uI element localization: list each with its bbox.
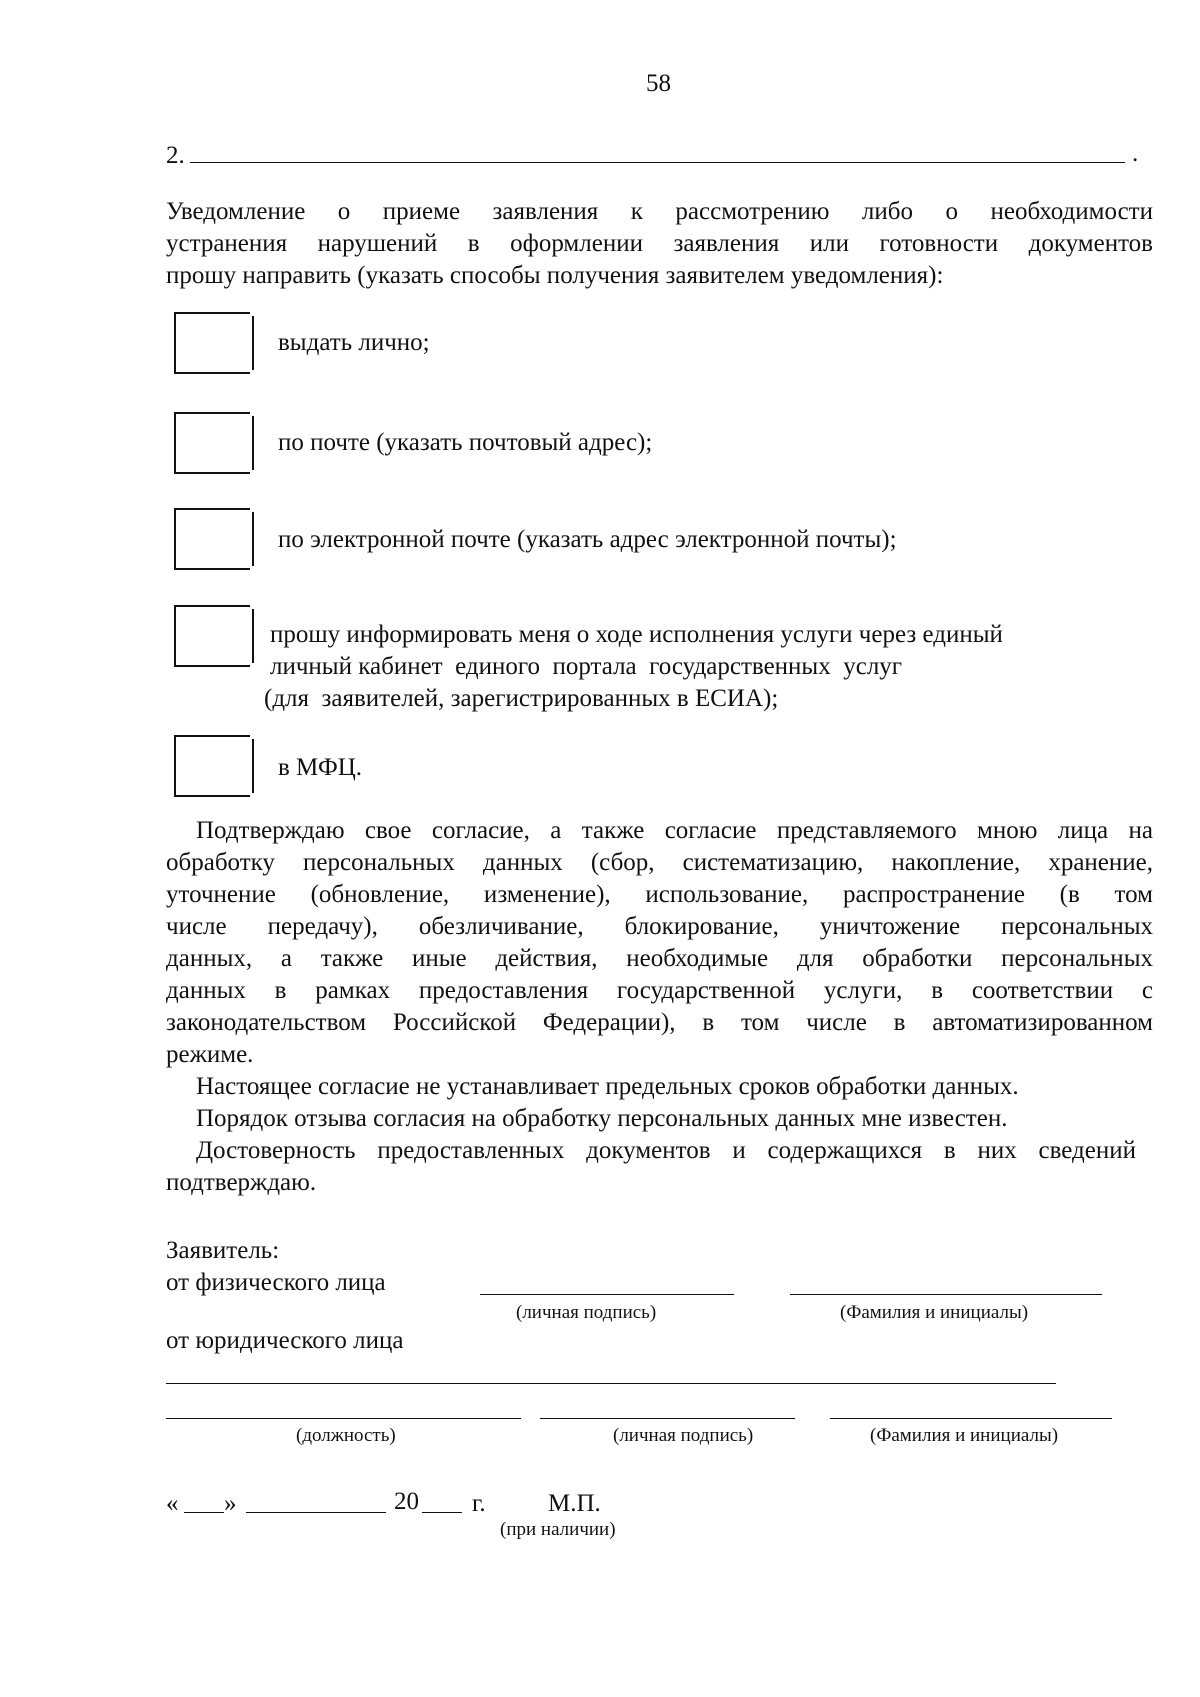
notice-line-1: Уведомление о приеме заявления к рассмотрению либо о необходимости [166,198,1153,225]
statement-authenticity: Достоверность предоставленных документов и содержащихся в них сведений [196,1137,1136,1164]
legal-name-line[interactable] [830,1418,1112,1419]
checkbox-by-mail[interactable] [174,412,250,474]
individual-signature-line[interactable] [480,1294,734,1295]
consent-line-3: уточнение (обновление, изменение), использование, распространение (в том [166,881,1153,908]
date-year-prefix: 20 [394,1488,419,1515]
consent-line-6: данных в рамках предоставления государственной услуги, в соответствии с [166,977,1153,1004]
consent-line-4: числе передачу), обезличивание, блокирование, уничтожение персональных [166,913,1153,940]
date-month-line[interactable] [246,1512,386,1513]
position-caption: (должность) [296,1425,396,1446]
applicant-label: Заявитель: [166,1237,280,1264]
consent-line-7: законодательством Российской Федерации), в том числе в автоматизированном [166,1009,1153,1036]
option-by-email-label: по электронной почте (указать адрес электронной почты); [278,526,897,553]
page-number: 58 [646,70,671,97]
date-year-suffix: г. [472,1490,486,1517]
consent-line-8: режиме. [166,1041,254,1068]
statement-confirm: подтверждаю. [166,1169,317,1196]
notice-line-3: прошу направить (указать способы получения заявителем уведомления): [166,262,944,289]
legal-entity-label: от юридического лица [166,1327,404,1354]
checkbox-personal-account[interactable] [174,605,250,667]
date-day-line[interactable] [184,1512,224,1513]
option-account-line-1: прошу информировать меня о ходе исполнения услуги через единый [270,621,1003,648]
option-account-line-3: (для заявителей, зарегистрированных в ЕСИА); [264,685,779,712]
individual-name-caption: (Фамилия и инициалы) [840,1302,1029,1323]
legal-signature-caption: (личная подпись) [613,1425,754,1446]
item-end-dot: . [1132,140,1139,167]
stamp-note: (при наличии) [500,1519,616,1540]
item-blank-line[interactable] [190,162,1125,163]
consent-line-2: обработку персональных данных (сбор, систематизацию, накопление, хранение, [166,849,1153,876]
statement-revocation: Порядок отзыва согласия на обработку персональных данных мне известен. [196,1105,1008,1132]
individual-label: от физического лица [166,1269,386,1296]
legal-signature-line[interactable] [540,1418,795,1419]
option-by-mail-label: по почте (указать почтовый адрес); [278,429,653,456]
option-mfc-label: в МФЦ. [278,754,363,781]
option-account-line-2: личный кабинет единого портала государственных услуг [270,653,903,680]
checkbox-by-email[interactable] [174,508,250,570]
date-open-quote: « [166,1490,179,1517]
item-number: 2. [166,142,185,169]
consent-line-5: данных, а также иные действия, необходимые для обработки персональных [166,945,1153,972]
option-in-person-label: выдать лично; [278,329,430,356]
statement-no-term: Настоящее согласие не устанавливает предельных сроков обработки данных. [196,1073,1019,1100]
date-close-quote: » [224,1490,237,1517]
date-year-line[interactable] [422,1512,462,1513]
stamp-label: М.П. [548,1490,601,1517]
position-line[interactable] [166,1418,521,1419]
checkbox-in-person[interactable] [174,312,250,374]
legal-entity-name-line[interactable] [166,1383,1056,1384]
checkbox-mfc[interactable] [174,735,250,797]
individual-name-line[interactable] [790,1294,1102,1295]
notice-line-2: устранения нарушений в оформлении заявления или готовности документов [166,230,1153,257]
individual-signature-caption: (личная подпись) [516,1302,657,1323]
legal-name-caption: (Фамилия и инициалы) [870,1425,1059,1446]
consent-line-1: Подтверждаю свое согласие, а также согласие представляемого мною лица на [196,817,1153,844]
